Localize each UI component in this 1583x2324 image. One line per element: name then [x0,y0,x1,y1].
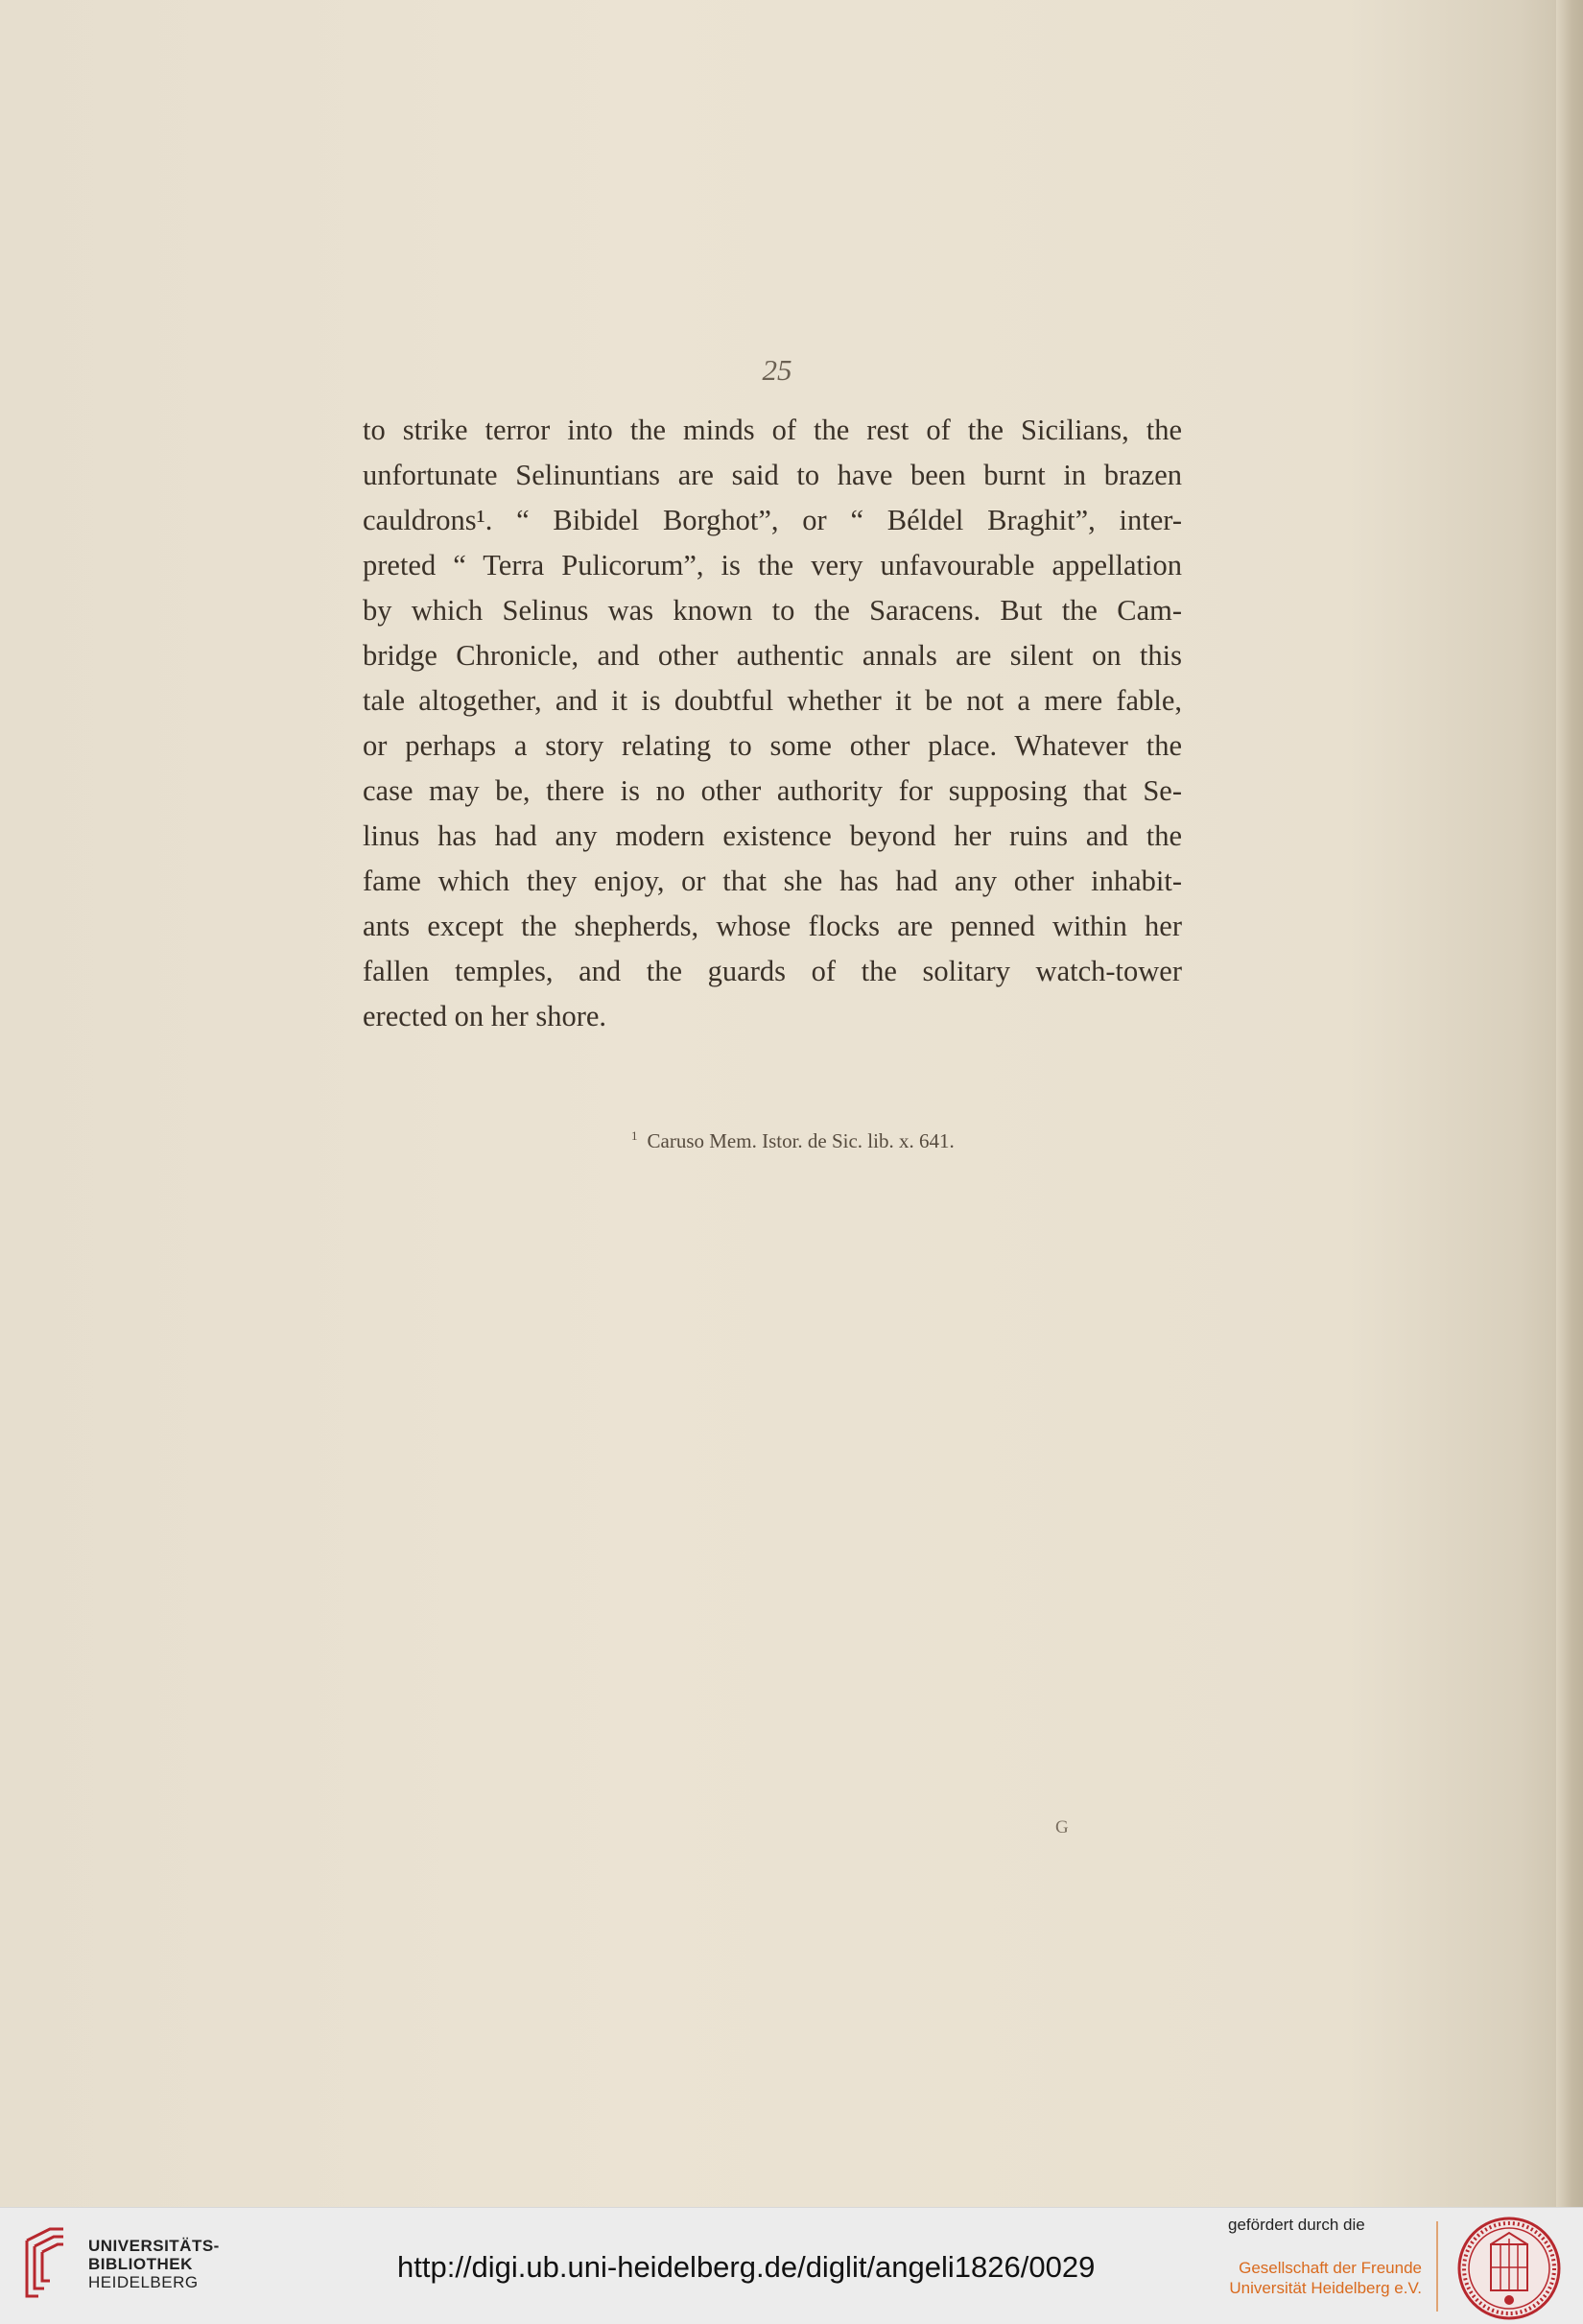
text-line: fallen temples, and the guards of the solitary watch-tower [363,955,1182,987]
footnote-text: Caruso Mem. Istor. de Sic. lib. x. 641. [647,1129,955,1152]
permalink-url[interactable]: http://digi.ub.uni-heidelberg.de/diglit/angeli1826/0029 [397,2250,1096,2284]
page-number: 25 [762,353,792,387]
body-text [363,408,1182,1039]
library-name-line1: UNIVERSITÄTS- [88,2237,220,2255]
text-line: preted “ Terra Pulicorum”, is the very unfavourable appellation [363,549,1182,581]
library-logo-icon[interactable] [21,2225,67,2300]
sponsor-name-line1: Gesellschaft der Freunde [1239,2259,1422,2277]
text-line: case may be, there is no other authority for supposing that Se- [363,774,1182,807]
page-edge-shadow [1556,0,1583,2207]
sponsor-name-line2: Universität Heidelberg e.V. [1229,2279,1422,2297]
sponsor-name[interactable] [1229,2258,1422,2298]
text-line: or perhaps a story relating to some other place. Whatever the [363,729,1182,762]
footer-divider [1436,2221,1438,2312]
text-line: linus has had any modern existence beyond her ruins and the [363,819,1182,852]
text-line: ants except the shepherds, whose flocks are penned within her [363,910,1182,942]
text-line: unfortunate Selinuntians are said to have been burnt in brazen [363,459,1182,491]
footer-bar [0,2207,1583,2324]
text-line: fame which they enjoy, or that she has had any other inhabit- [363,865,1182,897]
text-line: by which Selinus was known to the Saracens. But the Cam- [363,594,1182,627]
library-name[interactable] [88,2237,220,2291]
text-line: tale altogether, and it is doubtful whether it be not a mere fable, [363,684,1182,717]
text-line: erected on her shore. [363,1000,607,1032]
signature-mark: G [1055,1817,1069,1838]
footnote-marker: 1 [631,1128,638,1143]
university-seal-icon [1456,2216,1562,2321]
footnote [631,1128,1111,1153]
funded-by-label: gefördert durch die [1228,2216,1365,2234]
text-line: cauldrons¹. “ Bibidel Borghot”, or “ Béldel Braghit”, inter- [363,504,1182,536]
library-name-line3: HEIDELBERG [88,2273,199,2291]
text-line: bridge Chronicle, and other authentic annals are silent on this [363,639,1182,672]
text-line: to strike terror into the minds of the rest of the Sicilians, the [363,414,1182,446]
library-name-line2: BIBLIOTHEK [88,2255,193,2273]
